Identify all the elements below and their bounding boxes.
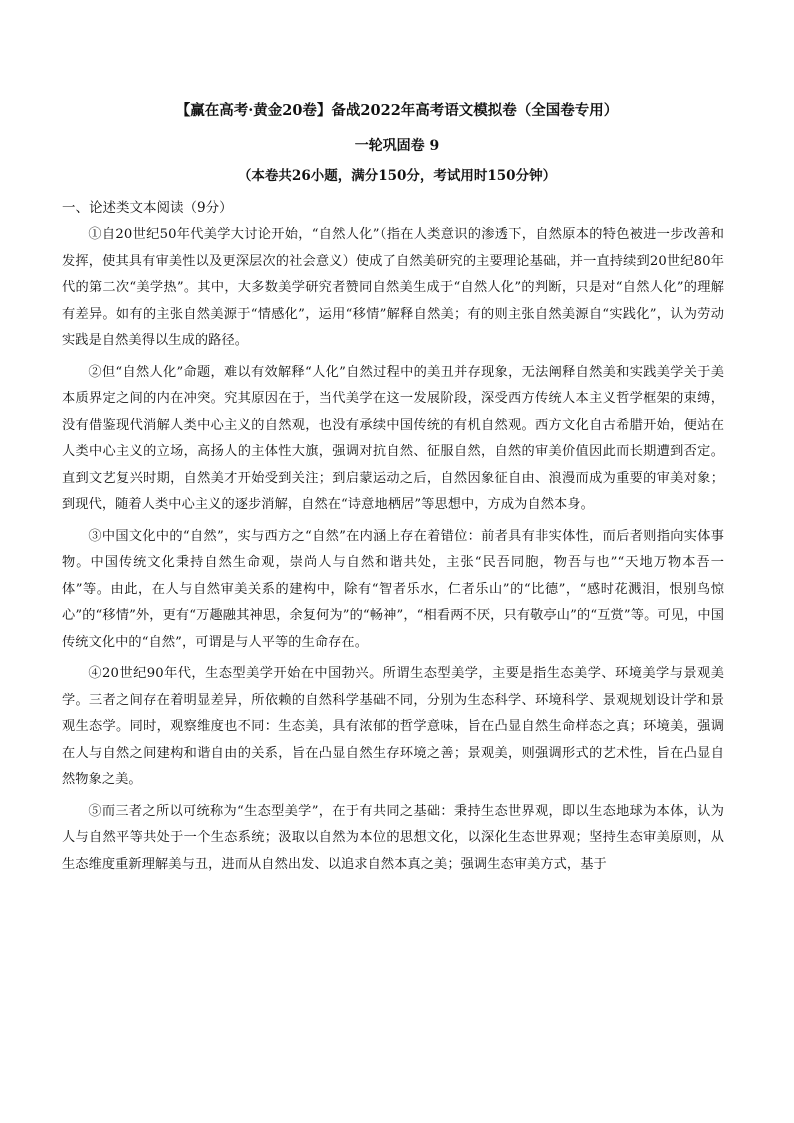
exam-note: （本卷共26小题，满分150分，考试用时150分钟） xyxy=(237,168,557,184)
reading-passage xyxy=(62,222,724,883)
paragraph-4: ④20世纪90年代，生态型美学开始在中国勃兴。所谓生态型美学，主要是指生态美学、环境美学与景观美学。三者之间存在着明显差异，所依赖的自然科学基础不同，分别为生态科学、环境科学、景观规划设计学和景观生态学。同时，观察维度也不同：生态美，具有浓郁的哲学意味，旨在凸显自然生命样态之真；环境美，强调在人与自然之间建构和谐自由的关系，旨在凸显自然生存环境之善；景观美，则强调形式的艺术性，旨在凸显自然物象之美。 xyxy=(62,666,724,787)
section-heading: 一、论述类文本阅读（9分） xyxy=(62,200,233,216)
paragraph-2: ②但“自然人化”命题，难以有效解释“人化”自然过程中的美丑并存现象，无法阐释自然美和实践美学关于美本质界定之间的内在冲突。究其原因在于，当代美学在这一发展阶段，深受西方传统人本主义哲学框架的束缚，没有借鉴现代消解人类中心主义的自然观，也没有承续中国传统的有机自然观。西方文化自古希腊开始，便站在人类中心主义的立场，高扬人的主体性大旗，强调对抗自然、征服自然，自然的审美价值因此而长期遭到否定。直到文艺复兴时期，自然美才开始受到关注；到启蒙运动之后，自然因象征自由、浪漫而成为重要的审美对象；到现代，随着人类中心主义的逐步消解，自然在“诗意地栖居”等思想中，方成为自然本身。 xyxy=(62,364,724,512)
paragraph-5: ⑤而三者之所以可统称为“生态型美学”，在于有共同之基础：秉持生态世界观，即以生态地球为本体，认为人与自然平等共处于一个生态系统；汲取以自然为本位的思想文化，以深化生态世界观；坚持生态审美原则，从生态维度重新理解美与丑，进而从自然出发、以追求自然本真之美；强调生态审美方式，基于 xyxy=(62,803,724,872)
paragraph-3: ③中国文化中的“自然”，实与西方之“自然”在内涵上存在着错位：前者具有非实体性，而后者则指向实体事物。中国传统文化秉持自然生命观，崇尚人与自然和谐共处，主张“民吾同胞，物吾与也”“天地万物本吾一体”等。由此，在人与自然审美关系的建构中，除有“智者乐水，仁者乐山”的“比德”，“感时花溅泪，恨别鸟惊心”的“移情”外，更有“万趣融其神思，余复何为”的“畅神”，“相看两不厌，只有敬亭山”的“互赏”等。可见，中国传统文化中的“自然”，可谓是与人平等的生命存在。 xyxy=(62,528,724,650)
paragraph-1: ①自20世纪50年代美学大讨论开始，“自然人化”（指在人类意识的渗透下，自然原本的特色被进一步改善和发挥，使其具有审美性以及更深层次的社会意义）使成了自然美研究的主要理论基础，并一直持续到20世纪80年代的第二次“美学热”。其中，大多数美学研究者赞同自然美生成于“自然人化”的判断，只是对“自然人化”的理解有差异。如有的主张自然美源于“情感化”，运用“移情”解释自然美；有的则主张自然美源自“实践化”，认为劳动实践是自然美得以生成的路径。 xyxy=(62,227,724,348)
document-title: 【赢在高考·黄金20卷】备战2022年高考语文模拟卷（全国卷专用） xyxy=(175,102,619,119)
document-subtitle: 一轮巩固卷 9 xyxy=(354,138,440,154)
